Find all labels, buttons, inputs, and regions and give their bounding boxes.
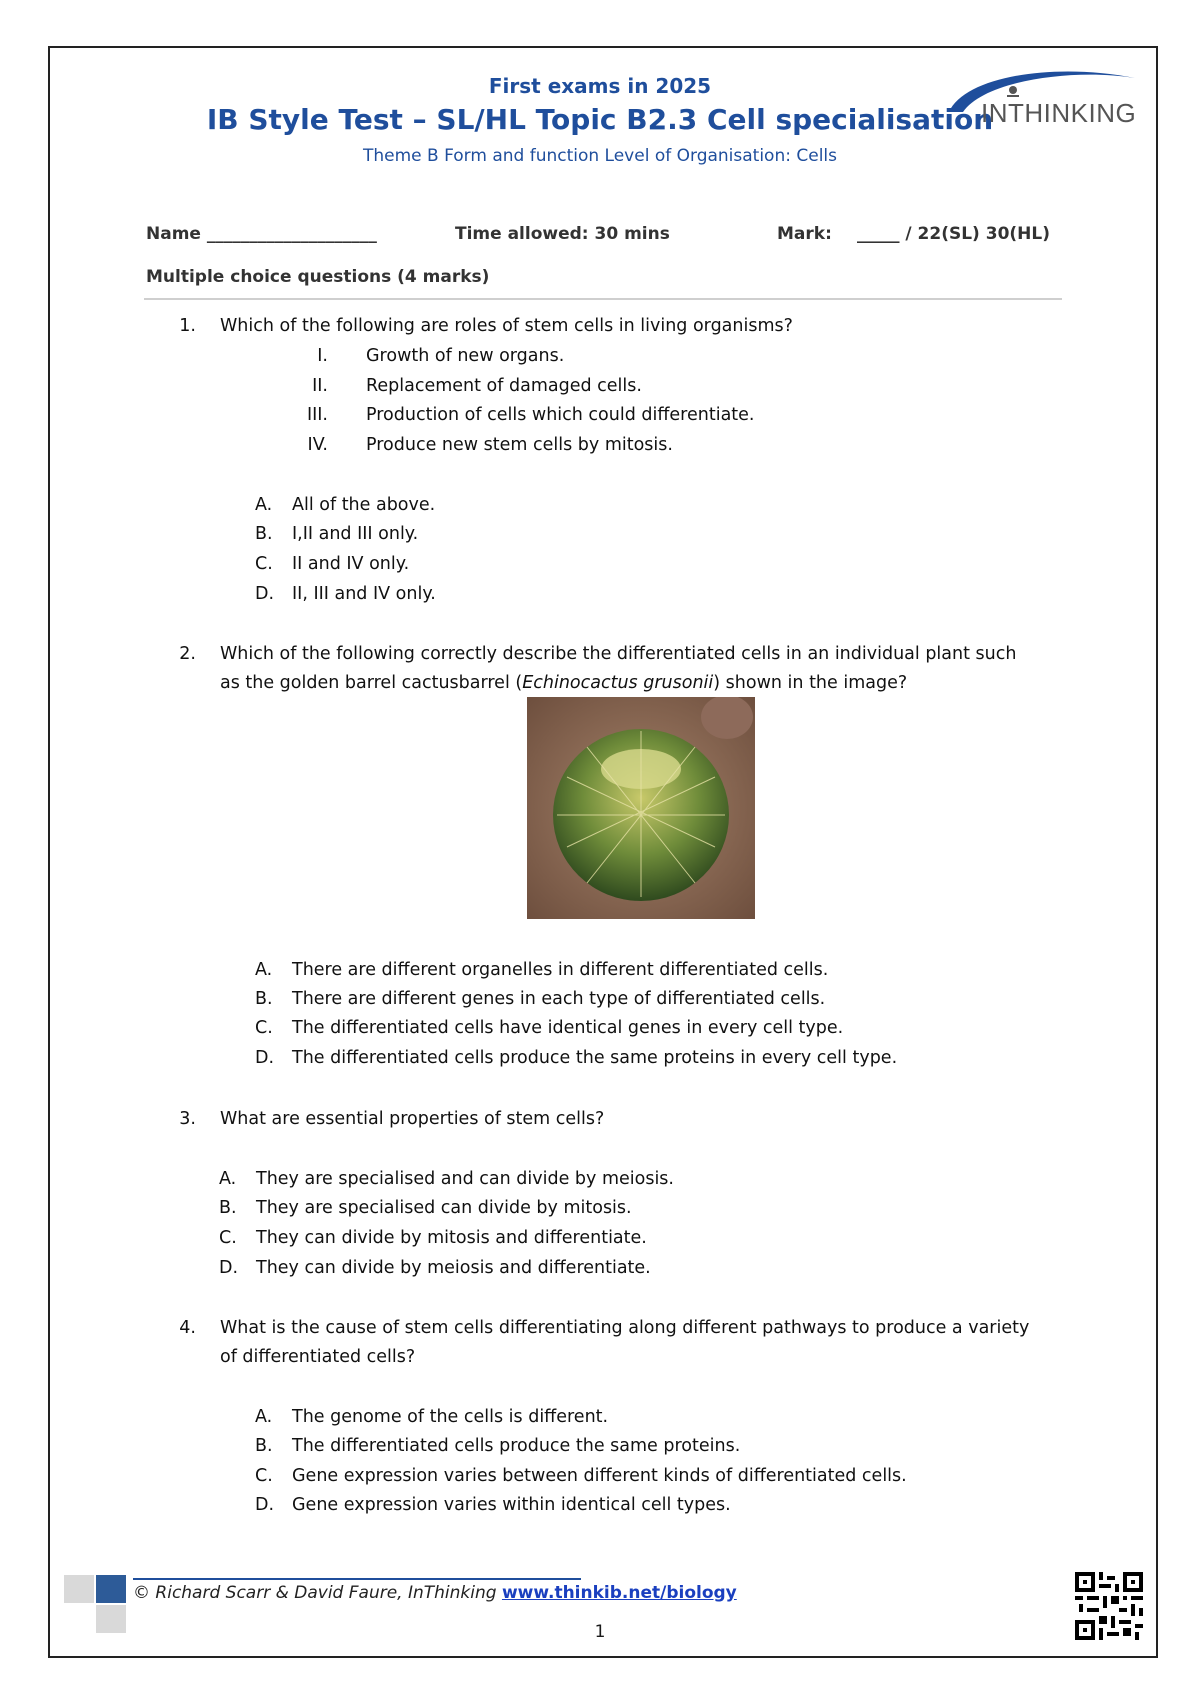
option-letter: C. xyxy=(255,1466,273,1486)
option-text: They are specialised and can divide by meiosis. xyxy=(256,1169,674,1189)
option-letter: A. xyxy=(255,960,273,980)
question-number: 3. xyxy=(179,1109,196,1129)
inthinking-logo xyxy=(935,64,1140,136)
statement-text: Replacement of damaged cells. xyxy=(366,376,642,396)
question-number: 2. xyxy=(179,644,196,664)
option-letter: D. xyxy=(255,584,275,604)
cactus-image xyxy=(527,697,755,919)
statement-text: Production of cells which could differentiate. xyxy=(366,405,755,425)
page-title: IB Style Test – SL/HL Topic B2.3 Cell specialisation xyxy=(206,103,994,136)
question-text: What are essential properties of stem cells? xyxy=(220,1109,605,1129)
option-text: They can divide by mitosis and differentiate. xyxy=(256,1228,647,1248)
credit-text: © Richard Scarr & David Faure, InThinking xyxy=(133,1583,502,1603)
option-text: The differentiated cells have identical genes in every cell type. xyxy=(292,1018,844,1038)
option-text: II, III and IV only. xyxy=(292,584,436,604)
theme-subtitle: Theme B Form and function Level of Organisation: Cells xyxy=(362,146,838,166)
option-letter: C. xyxy=(255,554,273,574)
mark-value: _____ / 22(SL) 30(HL) xyxy=(857,224,1050,244)
option-letter: D. xyxy=(219,1258,239,1278)
time-allowed: Time allowed: 30 mins xyxy=(455,224,670,244)
footer-link[interactable]: www.thinkib.net/biology xyxy=(501,1583,737,1603)
option-text: They are specialised can divide by mitosis. xyxy=(256,1198,632,1218)
option-text: Gene expression varies within identical cell types. xyxy=(292,1495,731,1515)
option-text: There are different organelles in different differentiated cells. xyxy=(292,960,829,980)
divider xyxy=(144,298,1062,300)
species-name: Echinocactus grusonii xyxy=(522,673,714,693)
footer-credit xyxy=(133,1583,737,1603)
statement-number: III. xyxy=(306,405,328,425)
question-text-a: as the golden barrel cactusbarrel ( xyxy=(220,673,523,693)
option-text: Gene expression varies between different kinds of differentiated cells. xyxy=(292,1466,907,1486)
option-letter: A. xyxy=(219,1169,237,1189)
first-exams-note: First exams in 2025 xyxy=(488,74,712,98)
option-letter: A. xyxy=(255,1407,273,1427)
name-field: Name ____________________ xyxy=(146,224,377,244)
option-letter: B. xyxy=(255,524,273,544)
option-letter: A. xyxy=(255,495,273,515)
option-letter: B. xyxy=(255,1436,273,1456)
option-text: All of the above. xyxy=(292,495,436,515)
question-text-line2: of differentiated cells? xyxy=(220,1347,416,1367)
question-number: 1. xyxy=(179,316,196,336)
option-text: There are different genes in each type of differentiated cells. xyxy=(292,989,826,1009)
question-text: Which of the following are roles of stem cells in living organisms? xyxy=(220,316,793,336)
option-letter: B. xyxy=(219,1198,237,1218)
statement-number: IV. xyxy=(307,435,328,455)
option-letter: D. xyxy=(255,1495,275,1515)
footer-rule xyxy=(133,1578,581,1580)
option-letter: C. xyxy=(219,1228,237,1248)
option-letter: D. xyxy=(255,1048,275,1068)
statement-text: Produce new stem cells by mitosis. xyxy=(366,435,673,455)
option-letter: C. xyxy=(255,1018,273,1038)
option-text: They can divide by meiosis and differentiate. xyxy=(256,1258,651,1278)
question-number: 4. xyxy=(179,1318,196,1338)
option-text: I,II and III only. xyxy=(292,524,419,544)
question-text-line2 xyxy=(220,668,907,698)
section-heading: Multiple choice questions (4 marks) xyxy=(146,267,490,287)
option-text: The differentiated cells produce the same proteins. xyxy=(292,1436,741,1456)
option-letter: B. xyxy=(255,989,273,1009)
option-text: The genome of the cells is different. xyxy=(292,1407,609,1427)
qr-code-icon xyxy=(1075,1572,1143,1640)
statement-number: I. xyxy=(317,346,328,366)
option-text: The differentiated cells produce the same proteins in every cell type. xyxy=(292,1048,898,1068)
question-text: Which of the following correctly describe the differentiated cells in an individual plant such xyxy=(220,644,1017,664)
statement-number: II. xyxy=(312,376,328,396)
page-number: 1 xyxy=(594,1622,606,1642)
mark-label: Mark: xyxy=(777,224,832,244)
option-text: II and IV only. xyxy=(292,554,410,574)
logo-text: INTHINKING xyxy=(981,98,1137,128)
question-text: What is the cause of stem cells differentiating along different pathways to produce a variety xyxy=(220,1318,1030,1338)
question-text-b: ) shown in the image? xyxy=(713,673,908,693)
statement-text: Growth of new organs. xyxy=(366,346,565,366)
